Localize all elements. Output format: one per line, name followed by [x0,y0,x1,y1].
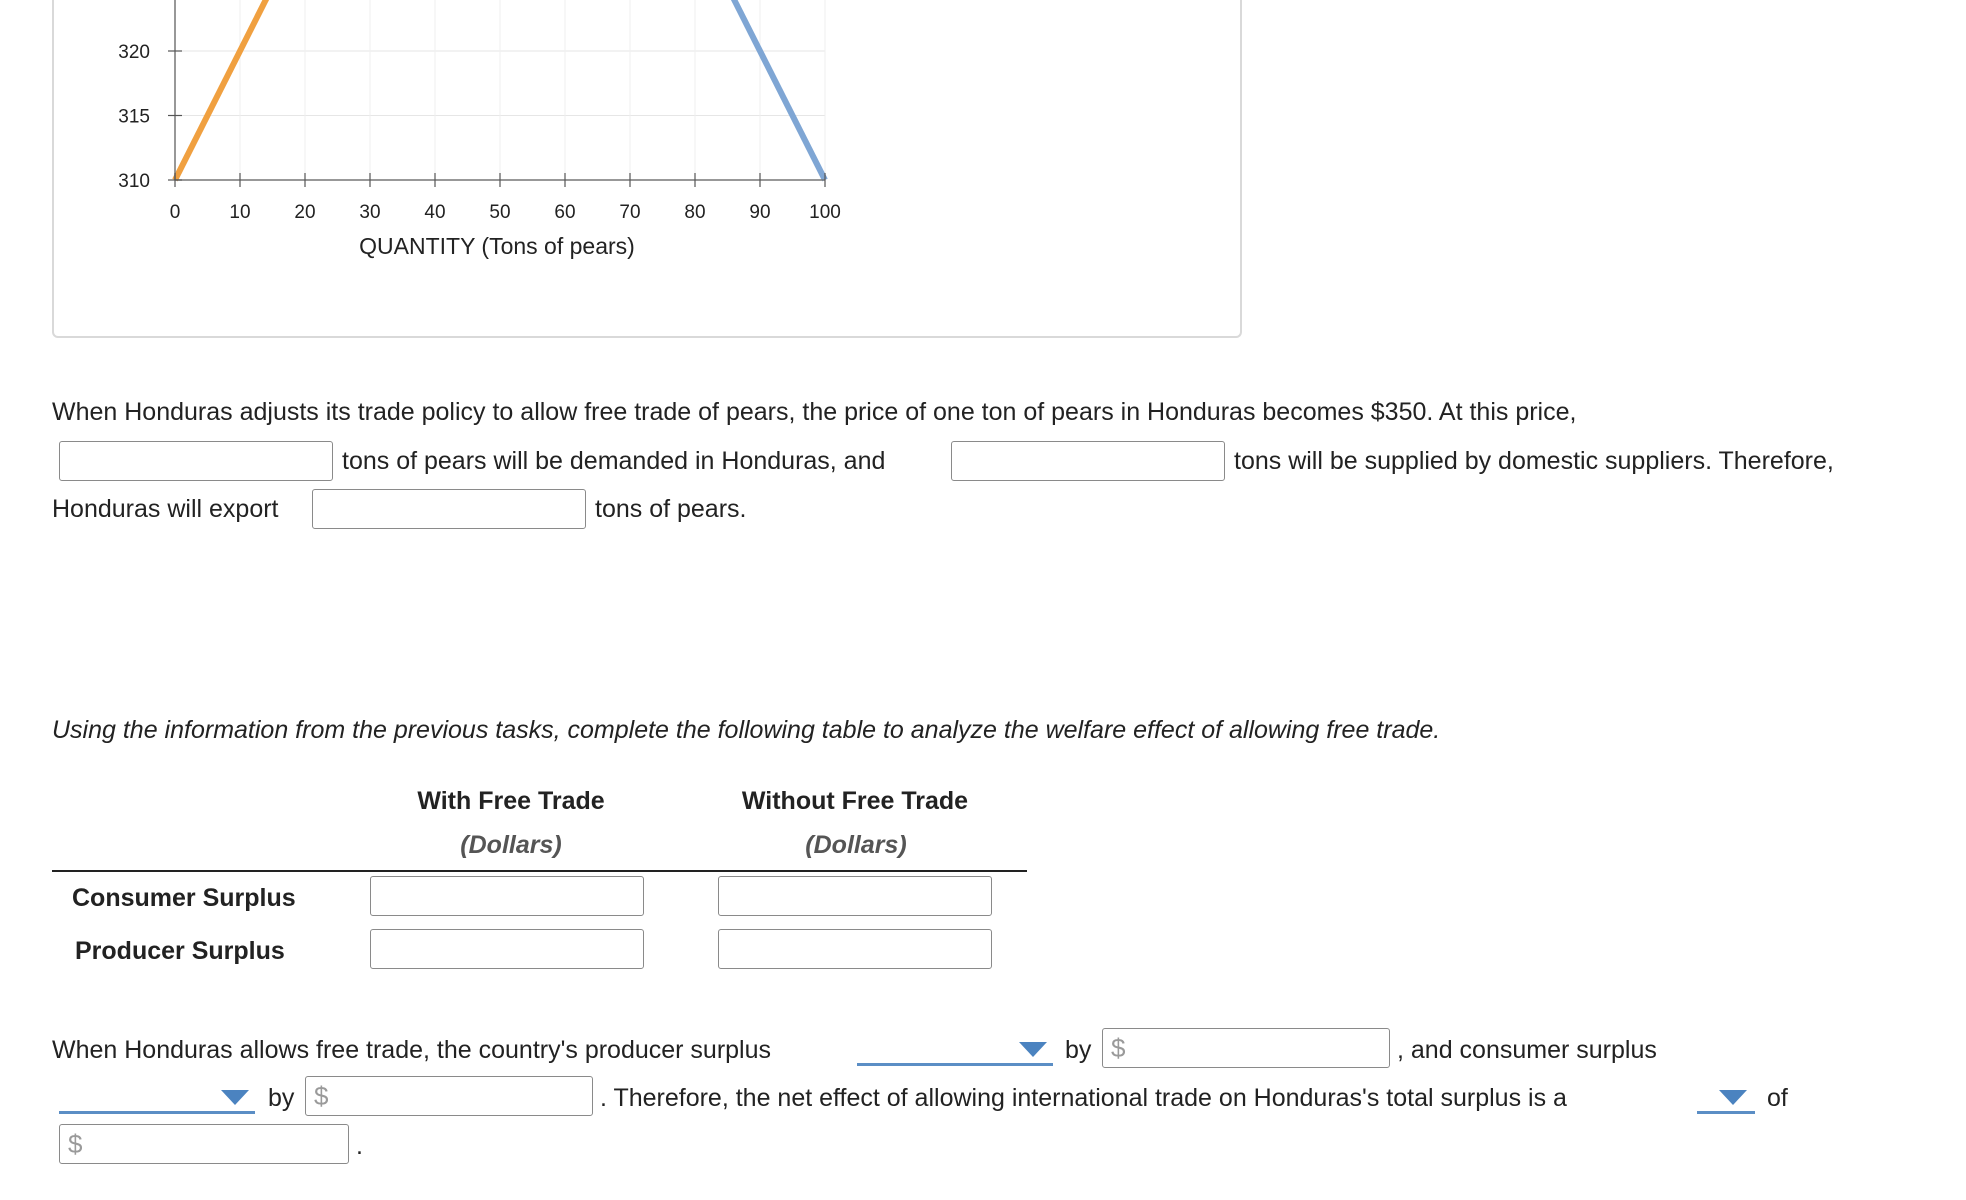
x-tick-label: 30 [359,202,381,223]
x-tick-label: 70 [619,202,641,223]
consumer-surplus-change-input[interactable] [305,1076,593,1116]
dollar-sign: $ [314,1081,329,1111]
x-tick-label: 20 [294,202,316,223]
period: . [356,1132,363,1160]
of-label: of [1767,1084,1788,1112]
export-label: Honduras will export [52,495,279,523]
producer-surplus-change-dropdown[interactable] [857,1030,1053,1066]
producer-surplus-with-input[interactable] [370,929,644,969]
consumer-surplus-without-input[interactable] [718,876,992,916]
chevron-down-icon [221,1090,249,1105]
supply-curve [175,0,364,180]
col-header-without-free-trade: Without Free Trade [741,787,969,815]
chevron-down-icon [1719,1090,1747,1105]
row-label-consumer-surplus: Consumer Surplus [72,884,296,912]
col-sub-without: (Dollars) [805,831,907,859]
table-instruction: Using the information from the previous tasks, complete the following table to analyze the welfare effect of allowing free trade. [52,716,1441,744]
dollar-sign: $ [68,1129,83,1159]
x-tick-label: 90 [749,202,771,223]
by-label-2: by [268,1084,295,1112]
producer-surplus-without-input[interactable] [718,929,992,969]
y-tick-label: 315 [118,106,150,128]
tons-of-pears-text: tons of pears. [595,495,747,523]
chevron-down-icon [1019,1042,1047,1057]
y-tick-label: 310 [118,171,150,192]
x-tick-label: 50 [489,202,511,223]
chart-axes [168,0,825,187]
x-tick-label: 60 [554,202,576,223]
col-header-with-free-trade: With Free Trade [417,787,605,815]
supplied-text: tons will be supplied by domestic suppliers. Therefore, [1234,447,1834,475]
col-sub-with: (Dollars) [460,831,562,859]
demanded-text: tons of pears will be demanded in Honduras, and [342,447,886,475]
exports-input[interactable] [312,489,586,529]
net-effect-amount-input[interactable] [59,1124,349,1164]
quantity-demanded-input[interactable] [59,441,333,481]
dollar-sign: $ [1111,1033,1126,1063]
x-tick-label: 10 [229,202,251,223]
x-tick-labels [170,202,841,223]
net-effect-dropdown[interactable] [1697,1078,1755,1114]
demand-curve [637,0,826,180]
by-label-1: by [1065,1036,1092,1064]
consumer-surplus-change-dropdown[interactable] [59,1078,255,1114]
y-tick-label: 320 [118,42,150,63]
x-axis-label: QUANTITY (Tons of pears) [359,233,635,259]
price-quantity-graph [0,0,1250,340]
consumer-surplus-text: , and consumer surplus [1397,1036,1657,1064]
x-tick-label: 80 [684,202,706,223]
producer-surplus-change-input[interactable] [1102,1028,1390,1068]
quantity-supplied-input[interactable] [951,441,1225,481]
net-effect-text: . Therefore, the net effect of allowing international trade on Honduras's total surplus is a [600,1084,1567,1112]
producer-surplus-sentence: When Honduras allows free trade, the country's producer surplus [52,1036,772,1064]
y-tick-labels [118,42,150,192]
consumer-surplus-with-input[interactable] [370,876,644,916]
table-header-rule [52,870,1027,872]
row-label-producer-surplus: Producer Surplus [75,937,285,965]
x-tick-label: 40 [424,202,446,223]
chart-grid [175,0,825,180]
x-tick-label: 0 [169,202,181,223]
free-trade-price-text: When Honduras adjusts its trade policy to allow free trade of pears, the price of one ton of pears in Honduras becomes $350. At this price, [52,398,1577,426]
x-tick-label: 100 [809,202,841,223]
